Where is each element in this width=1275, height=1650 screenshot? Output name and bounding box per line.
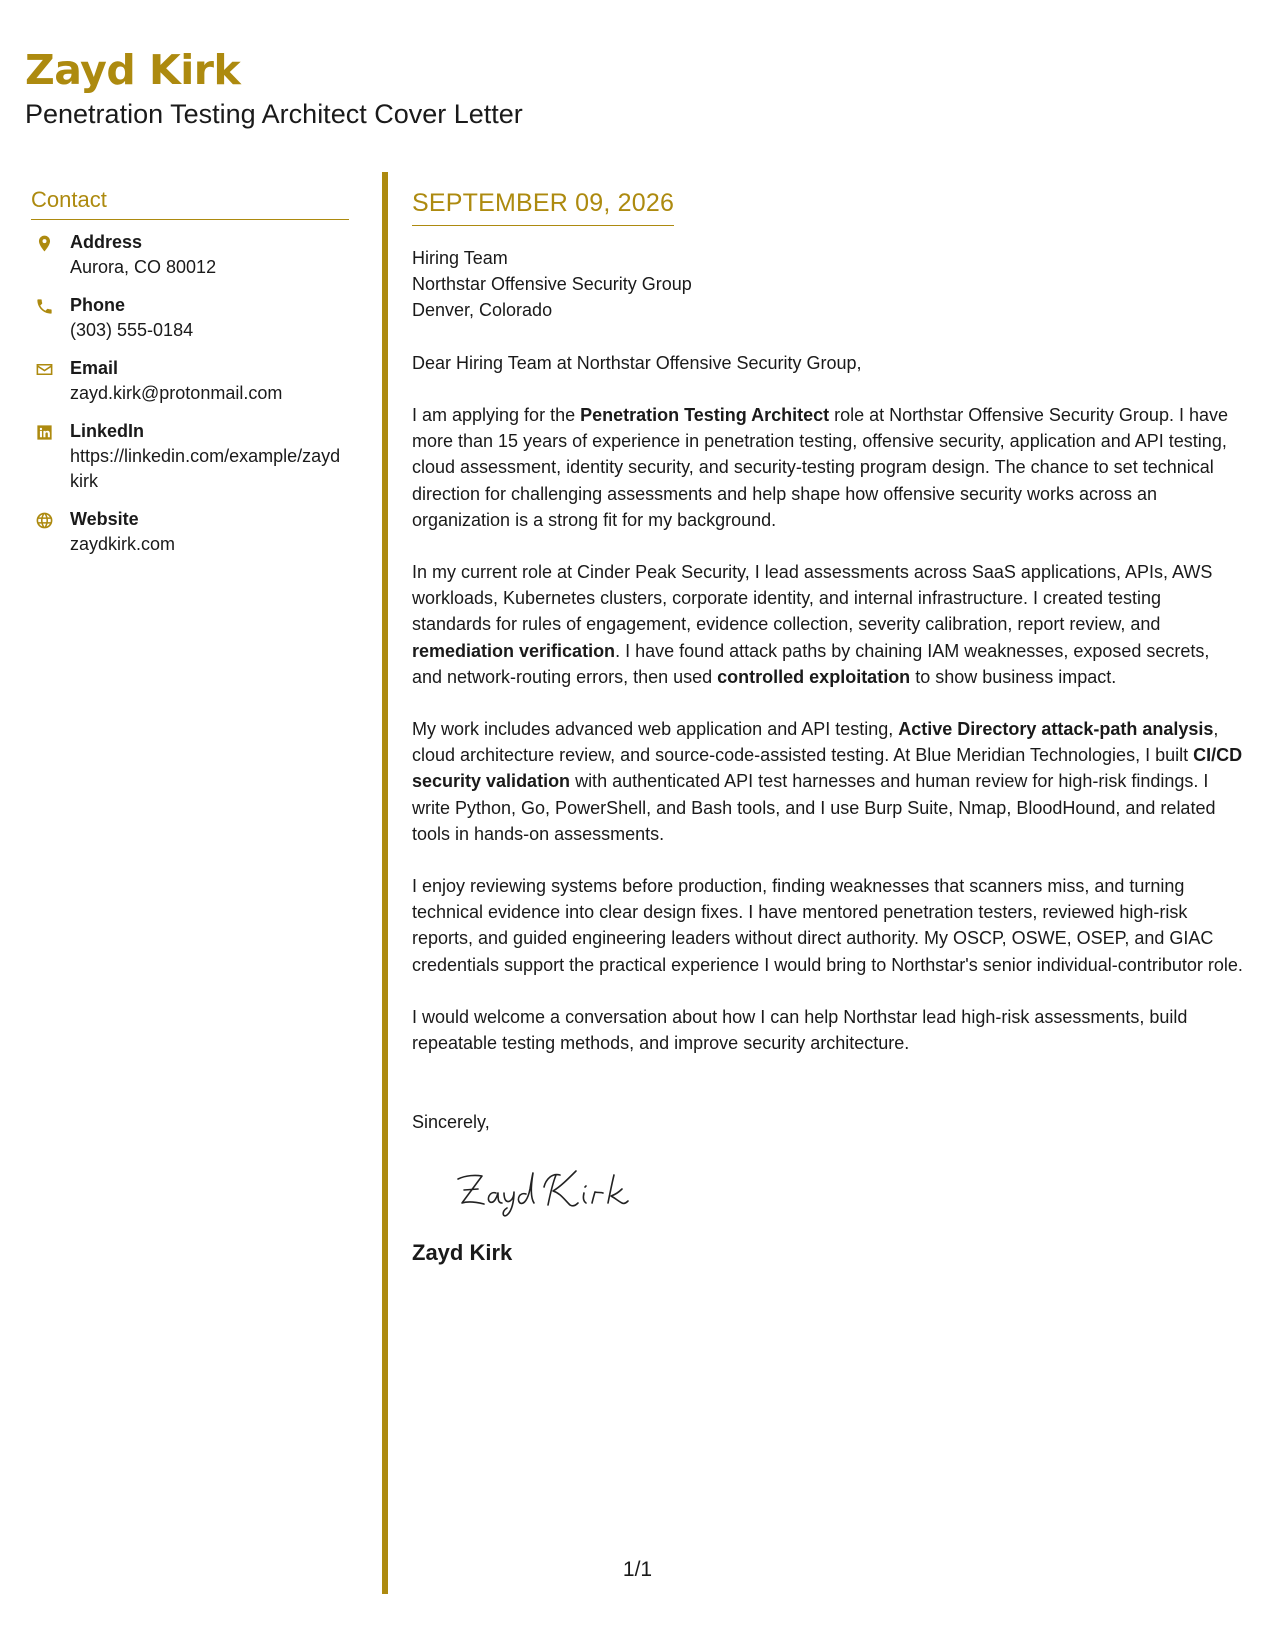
handwritten-signature — [452, 1159, 652, 1221]
body-paragraph — [412, 716, 1244, 847]
envelope-icon — [33, 358, 55, 380]
paragraph-text: I enjoy reviewing systems before production, finding weaknesses that scanners miss, and turning technical evidence into clear design fixes. I have mentored penetration testers, reviewed high-risk reports, and guided engineering leaders without direct authority. My OSCP, OSWE, OSEP, and GIAC credentials support the practical experience I would bring to Northstar's senior individual-contributor role. — [412, 876, 1243, 975]
emphasized-phrase: CI/CD security validation — [412, 745, 1243, 792]
recipient-line: Hiring Team — [412, 248, 508, 268]
paragraph-text: I would welcome a conversation about how I can help Northstar lead high-risk assessments, build repeatable testing methods, and improve security architecture. — [412, 1006, 1188, 1054]
paragraph-text: with authenticated API test harnesses and human review for high-risk findings. I write Python, Go, PowerShell, and Bash tools, and I use Burp Suite, Nmap, BloodHound, and related tools in hands-on assessments. — [412, 771, 1216, 844]
paragraph-text: to show business impact. — [910, 666, 1117, 687]
contact-item-website — [31, 507, 349, 557]
contact-label: Phone — [70, 295, 126, 316]
paragraph-text: . I have found attack paths by chaining IAM weaknesses, exposed secrets, and network-routing errors, then used — [412, 640, 1210, 687]
contact-item-linkedin — [31, 419, 349, 494]
paragraph-text: My work includes advanced web application and API testing, — [412, 719, 899, 740]
page-number: 1/1 — [622, 1558, 653, 1581]
contact-item-email — [31, 356, 349, 406]
emphasized-phrase: Penetration Testing Architect — [580, 405, 830, 425]
signer-name: Zayd Kirk — [412, 1240, 513, 1266]
body-paragraph — [412, 559, 1244, 690]
contact-list — [31, 230, 349, 557]
emphasized-phrase: controlled exploitation — [717, 666, 911, 687]
email-value[interactable]: zayd.kirk@protonmail.com — [70, 383, 283, 404]
recipient-block — [412, 245, 1244, 323]
closing: Sincerely, — [412, 1112, 490, 1133]
candidate-name: Zayd Kirk — [25, 46, 241, 94]
contact-label: LinkedIn — [70, 421, 145, 442]
emphasized-phrase: remediation verification — [412, 640, 616, 661]
recipient-line: Denver, Colorado — [412, 300, 553, 320]
paragraph-text: I am applying for the — [412, 405, 581, 425]
phone-icon — [33, 295, 55, 317]
contact-label: Website — [70, 509, 139, 530]
emphasized-phrase: Active Directory attack-path analysis — [898, 719, 1214, 740]
contact-label: Email — [70, 358, 119, 379]
paragraph-text: role at Northstar Offensive Security Group. I have more than 15 years of experience in penetration testing, offensive security, application and API testing, cloud assessment, identity security, and security-testing program design. The chance to set technical direction for challenging assessments and help shape how offensive security works across an organization is a strong fit for my background. — [412, 405, 1228, 530]
body-paragraph — [412, 873, 1244, 978]
letter-date: SEPTEMBER 09, 2026 — [412, 188, 674, 226]
contact-item-address — [31, 230, 349, 280]
salutation: Dear Hiring Team at Northstar Offensive Security Group, — [412, 353, 862, 373]
phone-value: (303) 555-0184 — [70, 320, 194, 341]
body-paragraph — [412, 1004, 1244, 1056]
linkedin-value[interactable]: https://linkedin.com/example/zaydkirk — [70, 446, 341, 492]
contact-sidebar — [31, 187, 349, 570]
map-pin-icon — [33, 232, 55, 254]
contact-heading: Contact — [31, 187, 349, 220]
paragraph-text: In my current role at Cinder Peak Security, I lead assessments across SaaS applications, APIs, AWS workloads, Kubernetes clusters, corporate identity, and internal infrastructure. I created testing standards for rules of engagement, evidence collection, severity calibration, report review, and — [412, 562, 1213, 635]
contact-label: Address — [70, 232, 143, 253]
document-title: Penetration Testing Architect Cover Letter — [25, 99, 523, 129]
body-paragraph — [412, 402, 1244, 533]
website-value[interactable]: zaydkirk.com — [70, 534, 176, 555]
linkedin-icon — [33, 421, 55, 443]
vertical-divider — [382, 172, 388, 1594]
recipient-line: Northstar Offensive Security Group — [412, 274, 692, 294]
address-value: Aurora, CO 80012 — [70, 257, 217, 278]
contact-item-phone — [31, 293, 349, 343]
letter-body — [412, 188, 1244, 1267]
globe-icon — [33, 509, 55, 531]
paragraph-text: , cloud architecture review, and source-code-assisted testing. At Blue Meridian Technologies, I built — [412, 719, 1219, 766]
